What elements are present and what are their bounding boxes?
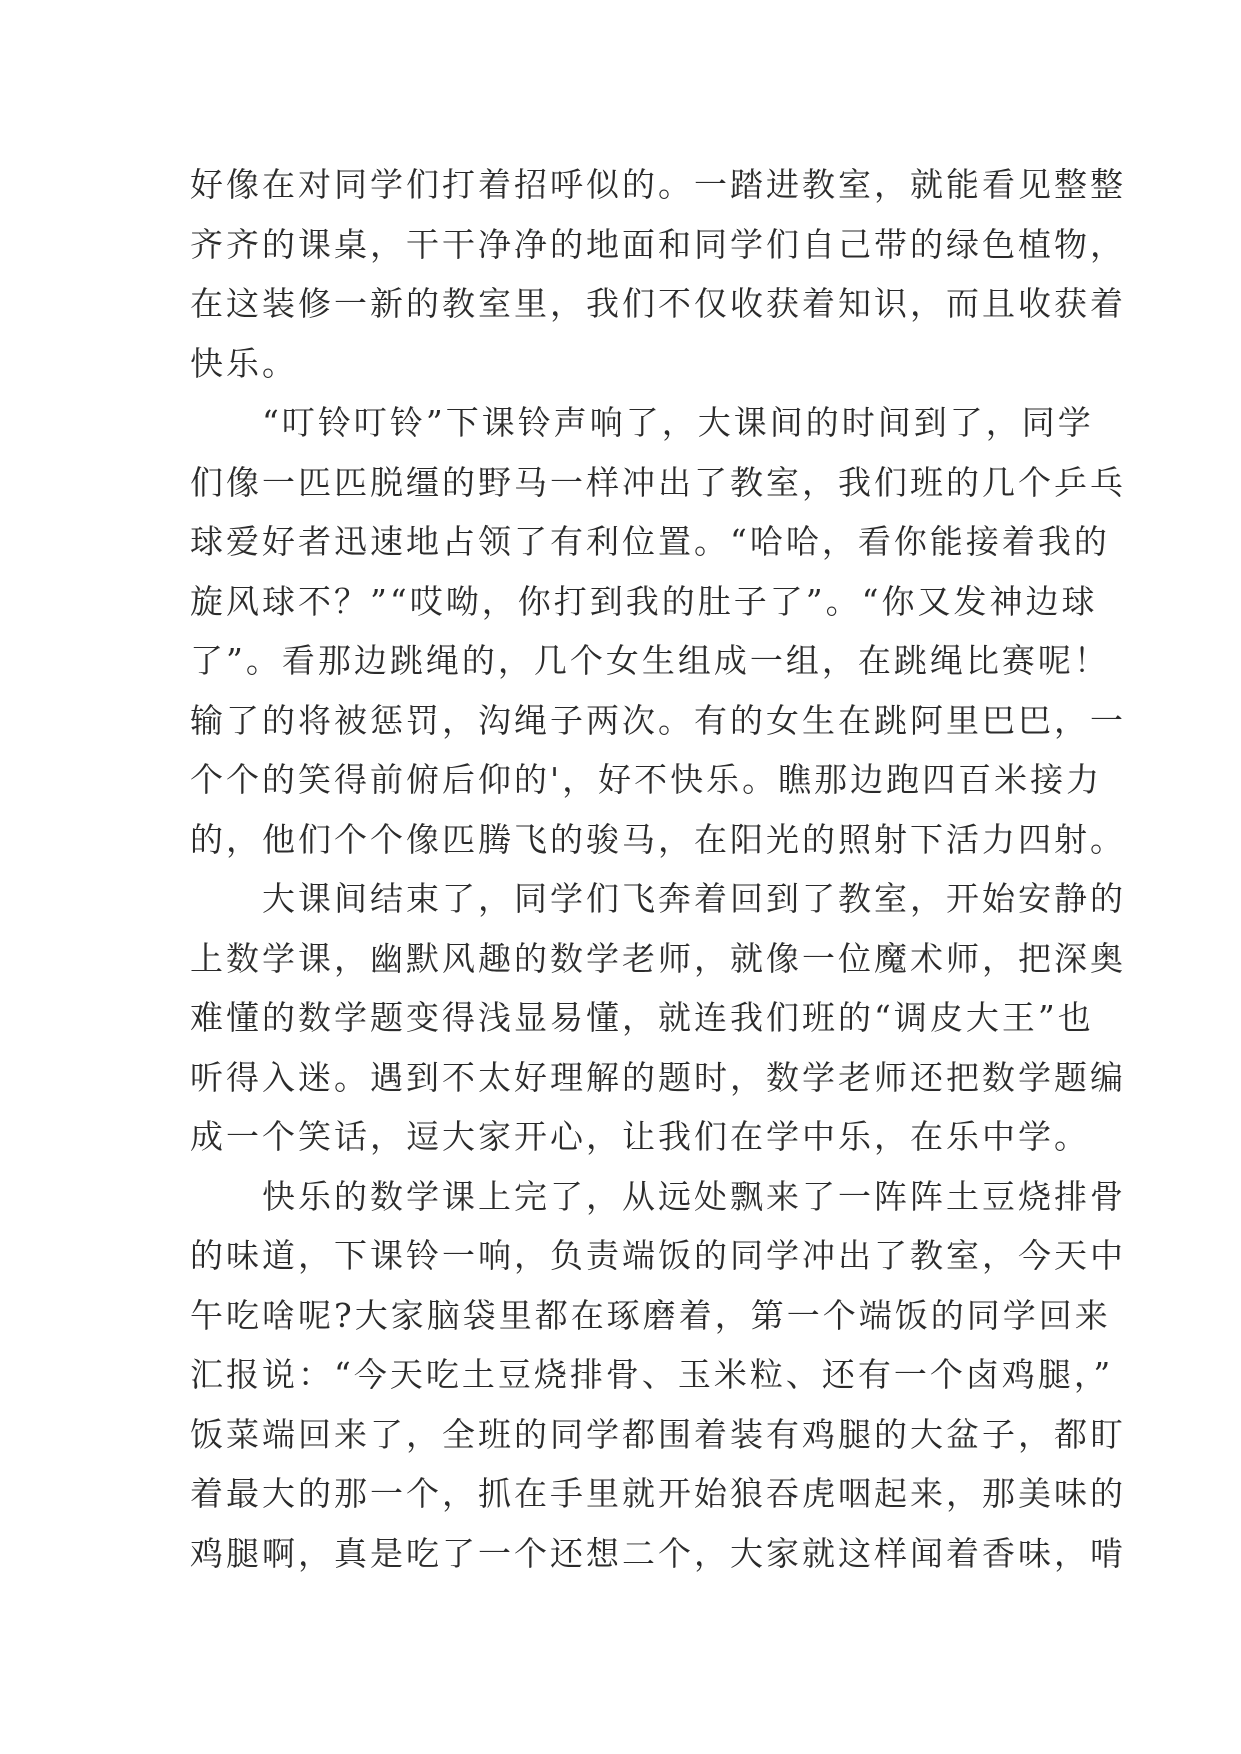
text-line: 汇报说：“今天吃土豆烧排骨、玉米粒、还有一个卤鸡腿，” [190, 1355, 1114, 1394]
text-line: 上数学课，幽默风趣的数学老师，就像一位魔术师，把深奥 [190, 938, 1126, 978]
text-line: 鸡腿啊，真是吃了一个还想二个，大家就这样闻着香味，啃 [190, 1533, 1126, 1573]
text-line: 好像在对同学们打着招呼似的。一踏进教室，就能看见整整 [190, 165, 1126, 204]
text-line: 在这装修一新的教室里，我们不仅收获着知识，而且收获着 [190, 284, 1126, 323]
text-line: 饭菜端回来了，全班的同学都围着装有鸡腿的大盆子，都盯 [190, 1414, 1126, 1454]
text-line: 球爱好者迅速地占领了有利位置。“哈哈，看你能接着我的 [190, 522, 1110, 561]
document-body [190, 155, 1126, 1583]
text-line: 的，他们个个像匹腾飞的骏马，在阳光的照射下活力四射。 [190, 819, 1126, 859]
text-line: 们像一匹匹脱缰的野马一样冲出了教室，我们班的几个乒乓 [190, 462, 1126, 502]
text-line: 听得入迷。遇到不太好理解的题时，数学老师还把数学题编 [190, 1057, 1126, 1097]
text-line: 成一个笑话，逗大家开心，让我们在学中乐，在乐中学。 [190, 1117, 1090, 1156]
text-line: 大课间结束了，同学们飞奔着回到了教室，开始安静的 [190, 879, 1126, 918]
text-line: 的味道，下课铃一响，负责端饭的同学冲出了教室，今天中 [190, 1236, 1126, 1275]
text-line: 着最大的那一个，抓在手里就开始狼吞虎咽起来，那美味的 [190, 1474, 1126, 1513]
text-line: 旋风球不？”“哎呦，你打到我的肚子了”。“你又发神边球 [190, 581, 1098, 621]
text-line: 快乐的数学课上完了，从远处飘来了一阵阵土豆烧排骨 [190, 1176, 1126, 1216]
text-line: 午吃啥呢?大家脑袋里都在琢磨着，第一个端饭的同学回来 [190, 1295, 1111, 1335]
text-line: “叮铃叮铃”下课铃声响了，大课间的时间到了，同学 [190, 403, 1094, 442]
text-line: 齐齐的课桌，干干净净的地面和同学们自己带的绿色植物， [190, 224, 1126, 264]
text-line: 难懂的数学题变得浅显易懂，就连我们班的“调皮大王”也 [190, 998, 1094, 1037]
text-line: 了”。看那边跳绳的，几个女生组成一组，在跳绳比赛呢！ [190, 641, 1110, 680]
text-line: 快乐。 [190, 343, 298, 383]
text-line: 个个的笑得前俯后仰的'，好不快乐。瞧那边跑四百米接力 [190, 760, 1103, 799]
text-line: 输了的将被惩罚，沟绳子两次。有的女生在跳阿里巴巴，一 [190, 700, 1126, 740]
